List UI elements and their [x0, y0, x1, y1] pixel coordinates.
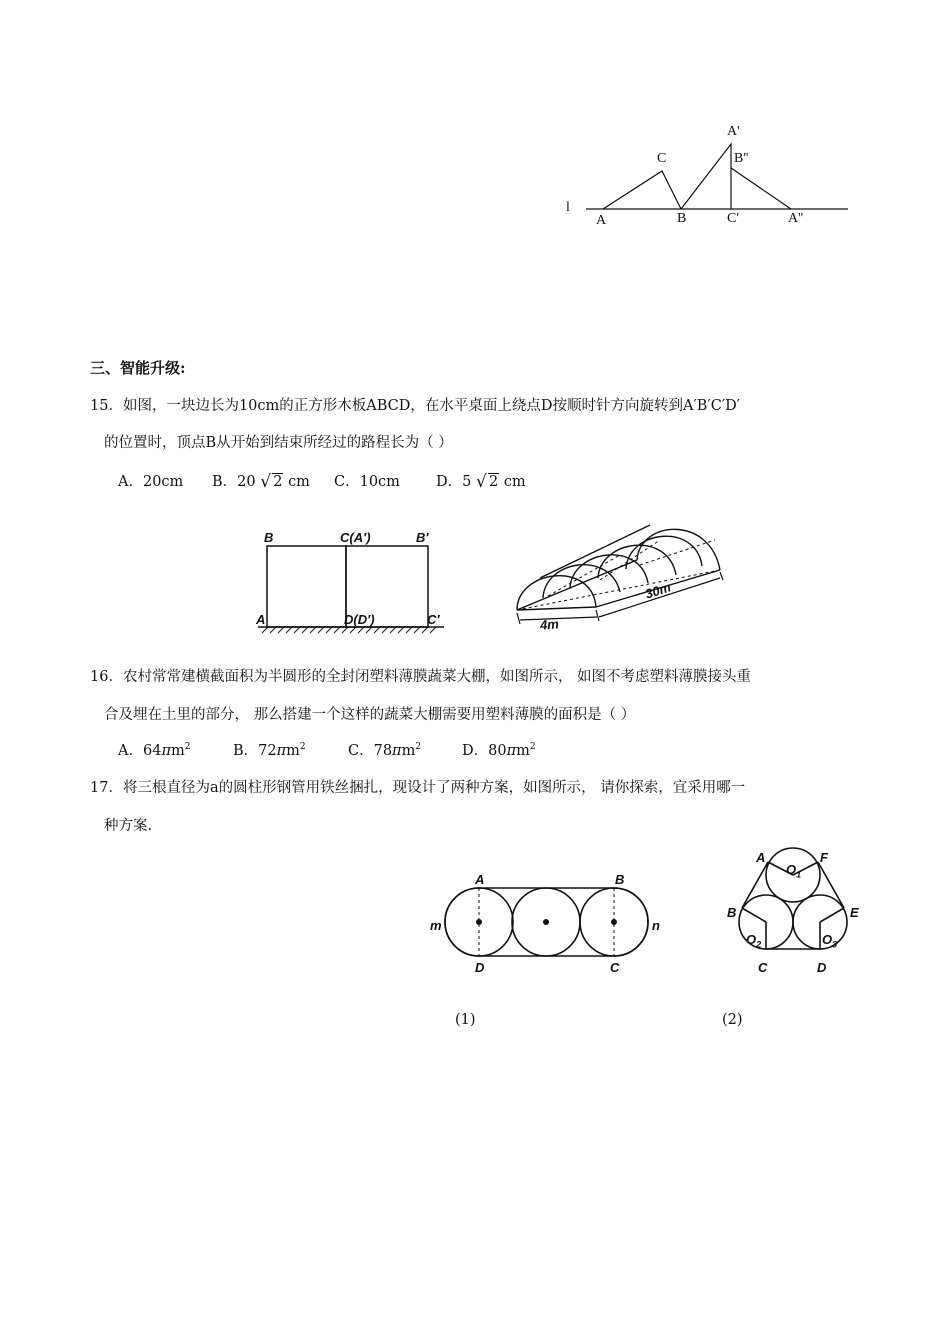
q16-option-b: B．$72\pi m^2$: [233, 742, 306, 759]
sq-label-b: B: [264, 530, 274, 545]
point-label-c-prime: C': [727, 211, 739, 226]
figure-caption-1: (1): [455, 1012, 476, 1028]
pipes-label-a: A: [475, 872, 485, 887]
q15-line1: 15．如图，一块边长为10cm的正方形木板ABCD，在水平桌面上绕点D按顺时针方向旋转到A′B′C′D′: [90, 398, 741, 414]
tri-label-a: A: [756, 850, 766, 865]
point-label-a-double-prime: A'': [788, 211, 804, 226]
pipes-label-c: C: [610, 960, 620, 975]
q15-option-a: A．20cm: [118, 474, 184, 490]
q17-line1: 17．将三根直径为a的圆柱形钢管用铁丝捆扎，现设计了两种方案，如图所示， 请你探索，宜采用哪一: [90, 780, 746, 796]
point-label-a-prime: A': [727, 124, 740, 139]
point-label-b: B: [677, 211, 687, 226]
q16-line1: 16．农村常常建横截面积为半圆形的全封闭塑料薄膜蔬菜大棚，如图所示， 如图不考虑塑料薄膜接头重: [90, 669, 752, 685]
point-label-b-double-prime: B'': [734, 151, 749, 166]
figure-caption-2: (2): [722, 1012, 743, 1028]
sq-label-d-d: D(D′): [344, 612, 375, 627]
tri-label-c: C: [758, 960, 768, 975]
q15-option-b: B．20 √ 2 cm: [212, 472, 310, 492]
pipes-label-n: n: [652, 918, 660, 933]
q16-option-c: C．$78\pi m^2$: [348, 742, 422, 759]
q15-option-d: D．5 √ 2 cm: [436, 472, 526, 492]
point-label-a: A: [596, 213, 607, 228]
sqrt-symbol: √ 2: [260, 472, 283, 492]
tri-label-o2: $O_2$: [746, 932, 762, 950]
tri-label-d: D: [817, 960, 827, 975]
point-label-c: C: [657, 151, 667, 166]
tri-label-o1: $O_1$: [786, 862, 802, 880]
tri-label-b: B: [727, 905, 737, 920]
section-title: 三、智能升级:: [90, 359, 186, 377]
q16-line2: 合及埋在土里的部分， 那么搭建一个这样的蔬菜大棚需要用塑料薄膜的面积是（ ）: [104, 707, 636, 723]
q16-option-a: A．$64\pi m^2$: [118, 742, 191, 759]
q15-option-c: C．10cm: [334, 474, 400, 490]
greenhouse-length-label: 30m: [643, 579, 673, 602]
sq-label-c-a: C(A′): [340, 530, 371, 545]
pipes-label-b: B: [615, 872, 625, 887]
tri-label-e: E: [850, 905, 859, 920]
sq-label-b-prime: B′: [416, 530, 429, 545]
q15-line2: 的位置时，顶点B从开始到结束所经过的路程长为（ ）: [104, 435, 453, 451]
pipes-label-d: D: [475, 960, 485, 975]
sqrt-symbol: √ 2: [475, 472, 499, 492]
tri-label-f: F: [820, 850, 828, 865]
line-label-l: l: [566, 200, 570, 215]
q17-line2: 种方案.: [104, 818, 153, 834]
q16-option-d: D．$80\pi m^2$: [462, 742, 536, 759]
tri-label-o3: $O_3$: [822, 932, 838, 950]
pipes-label-m: m: [430, 918, 442, 933]
sq-label-c-prime: C′: [427, 612, 440, 627]
sq-label-a: A: [256, 612, 266, 627]
greenhouse-width-label: 4m: [539, 616, 560, 633]
